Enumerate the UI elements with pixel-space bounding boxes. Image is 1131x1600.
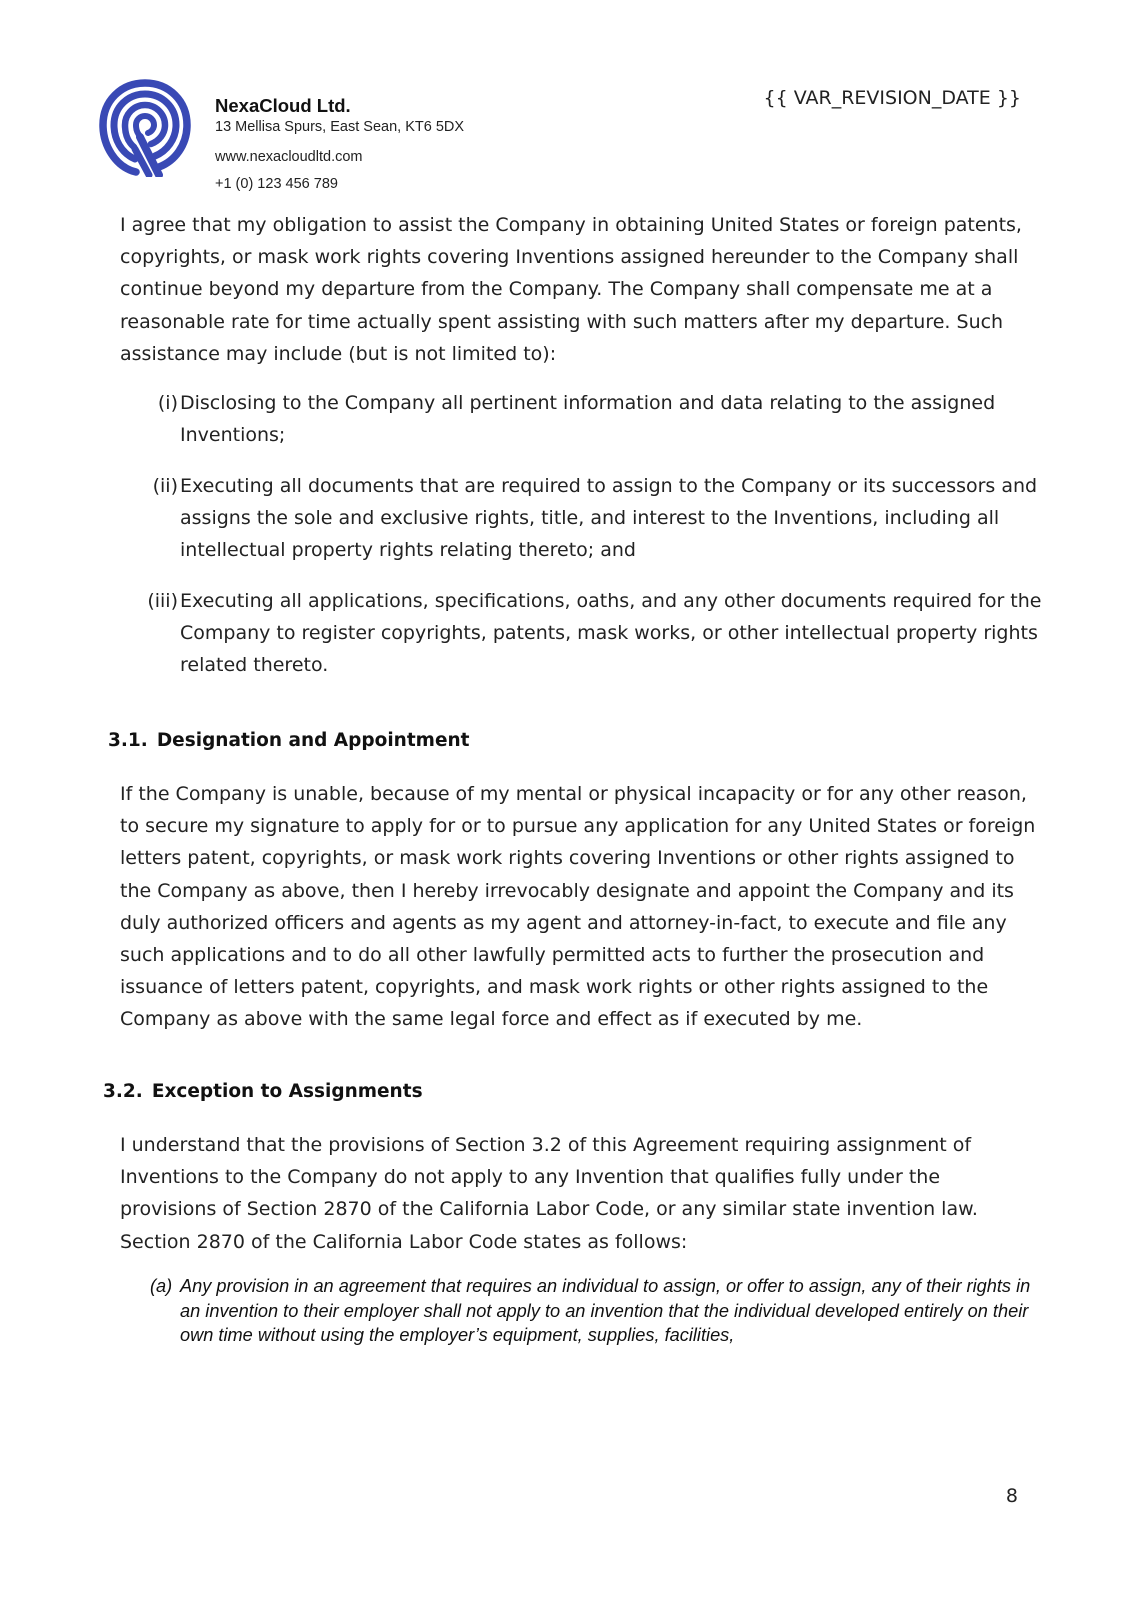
list-marker: (iii) <box>147 590 178 612</box>
company-name: NexaCloud Ltd. <box>215 95 351 116</box>
company-address: 13 Mellisa Spurs, East Sean, KT6 5DX <box>215 119 465 135</box>
section-heading-3-1 <box>108 730 470 751</box>
section-title: Exception to Assignments <box>151 1081 423 1102</box>
nexacloud-logo-icon <box>99 79 191 177</box>
section-number: 3.1. <box>108 730 148 751</box>
revision-date-placeholder: {{ VAR_REVISION_DATE }} <box>763 87 1021 109</box>
list-marker: (i) <box>157 392 178 414</box>
quote-text: Any provision in an agreement that requires an individual to assign, or offer to assign, any of their rights in an invention to their employer shall not apply to an invention that the individual developed entirely on their own time without using the employer’s equipment, supplies, facilities, <box>180 1276 1031 1346</box>
section-title: Designation and Appointment <box>156 730 470 751</box>
section-heading-3-2 <box>103 1081 423 1102</box>
list-item-text: Executing all applications, specifications, oaths, and any other documents required for the Company to register copyrights, patents, mask works, or other intellectual property rights related thereto. <box>180 590 1042 677</box>
list-item-text: Executing all documents that are required to assign to the Company or its successors and assigns the sole and exclusive rights, title, and interest to the Inventions, including all intellectual property rights relating thereto; and <box>180 475 1038 562</box>
list-item <box>152 470 1050 567</box>
company-phone: +1 (0) 123 456 789 <box>215 176 338 192</box>
quote-marker: (a) <box>150 1276 173 1296</box>
list-marker: (ii) <box>152 475 178 497</box>
company-website[interactable]: www.nexacloudltd.com <box>215 149 363 165</box>
section-3-1-body: If the Company is unable, because of my mental or physical incapacity or for any other reason, to secure my signature to apply for or to pursue any application for any United States or foreign letters patent, copyrights, or mask work rights covering Inventions or other rights assigned to the Company as above, then I hereby irrevocably designate and appoint the Company and its duly authorized officers and agents as my agent and attorney-in-fact, to execute and file any such applications and to do all other lawfully permitted acts to further the prosecution and issuance of letters patent, copyrights, and mask work rights or other rights assigned to the Company as above with the same legal force and effect as if executed by me. <box>120 783 1036 1031</box>
list-item <box>157 387 1050 451</box>
list-item-text: Disclosing to the Company all pertinent information and data relating to the assigned Inventions; <box>180 392 996 447</box>
california-labor-code-quote <box>150 1274 1040 1348</box>
section-3-2-body: I understand that the provisions of Section 3.2 of this Agreement requiring assignment of Inventions to the Company do not apply to any Invention that qualifies fully under the provisions of Section 2870 of the California Labor Code, or any similar state invention law. Section 2870 of the California Labor Code states as follows: <box>120 1134 978 1253</box>
list-item <box>147 585 1050 682</box>
intro-paragraph: I agree that my obligation to assist the Company in obtaining United States or foreign patents, copyrights, or mask work rights covering Inventions assigned hereunder to the Company shall continue beyond my departure from the Company. The Company shall compensate me at a reasonable rate for time actually spent assisting with such matters after my departure. Such assistance may include (but is not limited to): <box>120 214 1022 365</box>
page-number: 8 <box>1005 1485 1018 1507</box>
section-number: 3.2. <box>103 1081 143 1102</box>
